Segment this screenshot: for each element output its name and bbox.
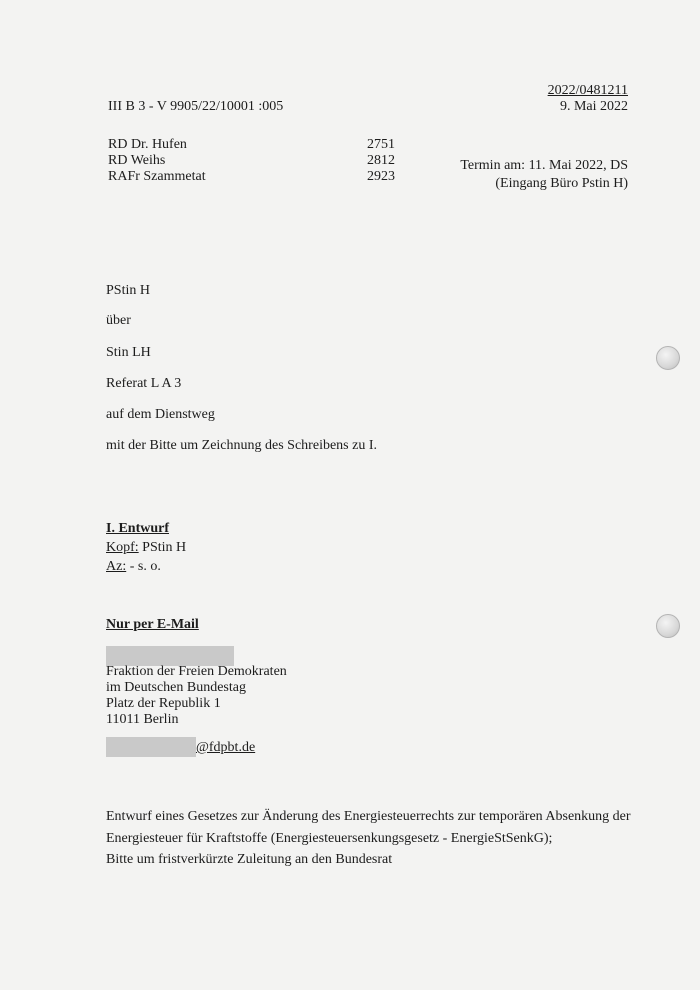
routing-step: Stin LH [106, 345, 151, 360]
routing-step: Referat L A 3 [106, 376, 182, 391]
address-line: Platz der Republik 1 [106, 696, 221, 711]
redacted-email-block [106, 737, 196, 757]
deadline-note: Termin am: 11. Mai 2022, DS [460, 158, 628, 173]
punch-hole-icon [656, 346, 680, 370]
address-line: 11011 Berlin [106, 712, 179, 727]
draft-head-line [106, 539, 186, 556]
punch-hole-icon [656, 614, 680, 638]
staff-extension: 2812 [367, 153, 395, 168]
file-reference: III B 3 - V 9905/22/10001 :005 [108, 99, 284, 114]
email-domain: @fdpbt.de [196, 740, 256, 755]
az-value: - s. o. [129, 559, 161, 574]
staff-name: RAFr Szammetat [108, 169, 206, 184]
recipient: PStin H [106, 283, 150, 298]
az-label: Az: [106, 559, 127, 574]
address-line: im Deutschen Bundestag [106, 680, 246, 695]
delivery-method: Nur per E-Mail [106, 617, 199, 632]
head-value: PStin H [142, 540, 187, 555]
staff-name: RD Dr. Hufen [108, 137, 187, 152]
receipt-note: (Eingang Büro Pstin H) [495, 176, 628, 191]
draft-heading: I. Entwurf [106, 521, 170, 536]
document-date: 9. Mai 2022 [559, 99, 628, 114]
staff-extension: 2751 [367, 137, 395, 152]
address-line: Fraktion der Freien Demokraten [106, 664, 287, 679]
subject-line: Entwurf eines Gesetzes zur Änderung des Energiesteuerrechts zur temporären Absenkung der [106, 809, 631, 824]
routing-step: auf dem Dienstweg [106, 407, 215, 422]
head-label: Kopf: [106, 540, 139, 555]
subject-line: Bitte um fristverkürzte Zuleitung an den Bundesrat [106, 852, 393, 867]
staff-name: RD Weihs [108, 153, 166, 168]
subject-line: Energiesteuer für Kraftstoffe (Energiesteuersenkungsgesetz - EnergieStSenkG); [106, 831, 553, 846]
draft-az-line [106, 558, 161, 575]
document-number: 2022/0481211 [547, 83, 628, 98]
routing-via: über [106, 313, 131, 328]
staff-extension: 2923 [367, 169, 395, 184]
routing-request: mit der Bitte um Zeichnung des Schreibens zu I. [106, 438, 377, 453]
